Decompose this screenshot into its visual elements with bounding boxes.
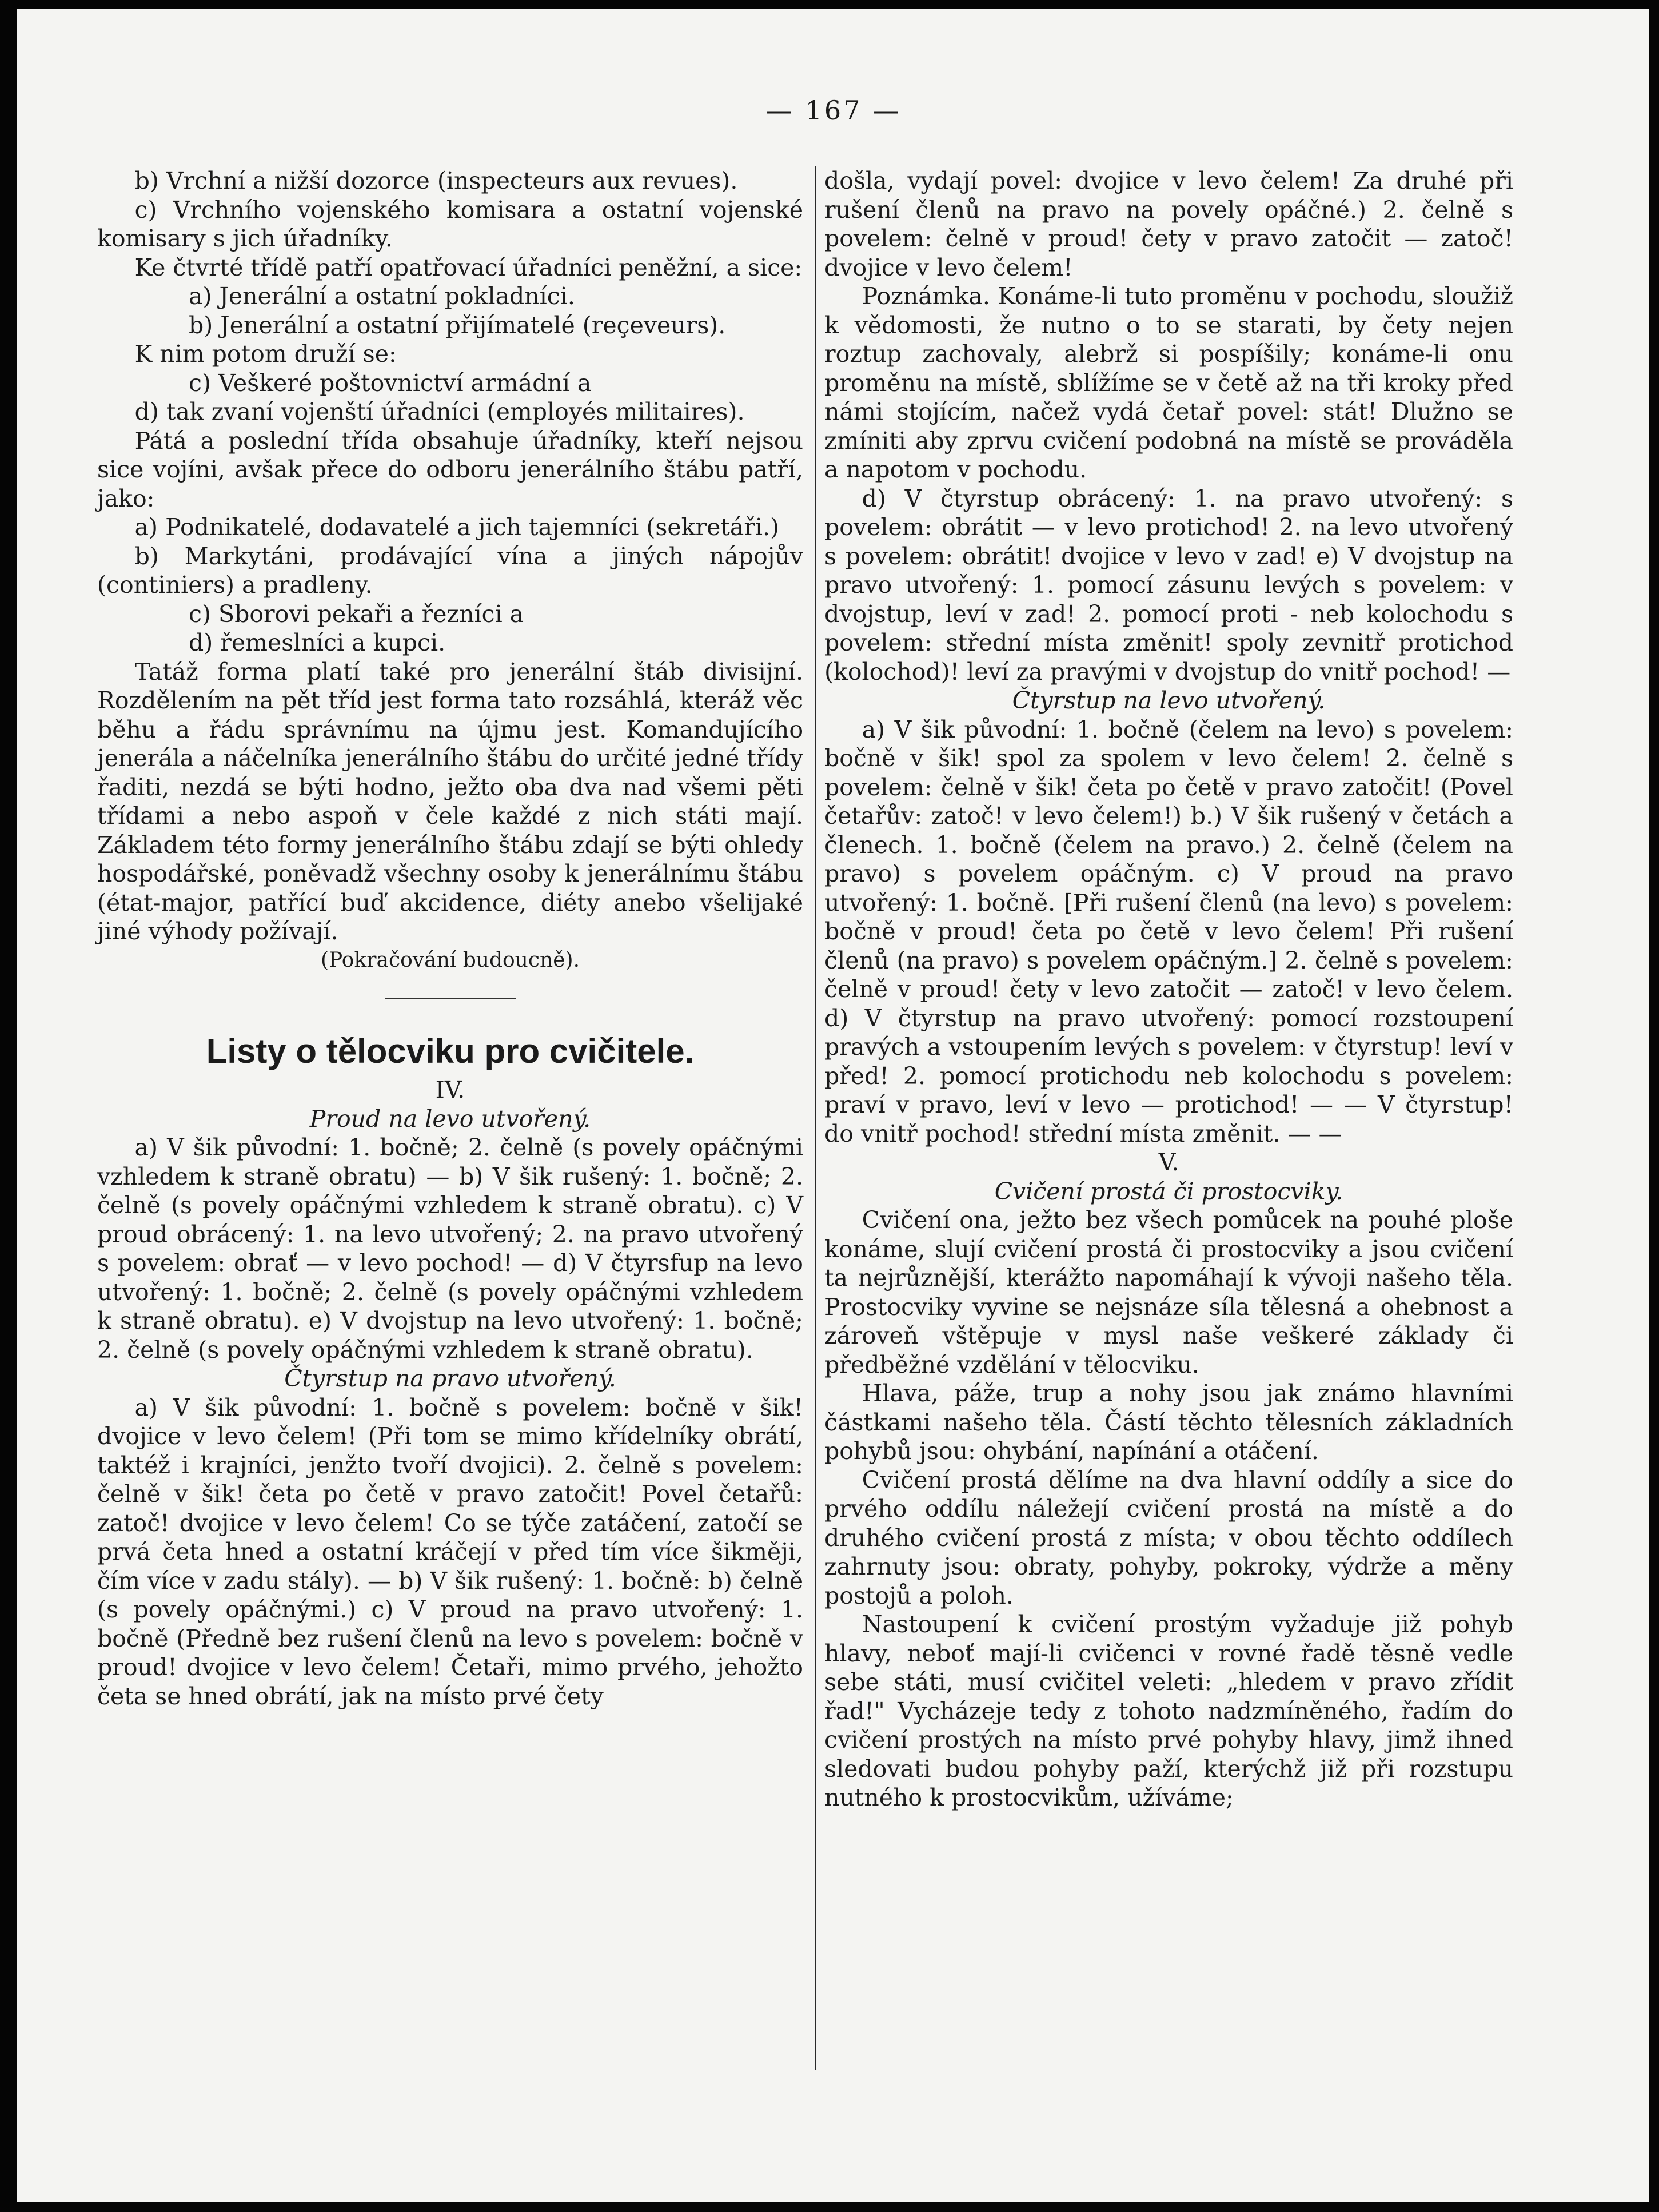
paragraph: Cvičení prostá dělíme na dva hlavní oddíly a sice do prvého oddílu náležejí cvičení prostá na místě a do druhého cvičení prostá z místa; v obou těchto oddílech zahrnuty jsou: obraty, pohyby, pokroky, výdrže a měny postojů a poloh. [824,1466,1513,1609]
article-title: Listy o tělocviku pro cvičitele. [206,1032,695,1070]
section-number: IV. [435,1076,465,1103]
paragraph: Tatáž forma platí také pro jenerální štáb divisijní. Rozdělením na pět tříd jest forma tato rozsáhlá, kteráž věc běhu a řádu správnímu na újmu jest. Komandujícího jenerála a náčelníka jenerálního štábu do určité jedné třídy řaditi, nezdá se býti hodno, ježto oba dva nad všemi pěti třídami a nebo aspoň v čele každé z nich státi mají. Základem této formy jenerálního štábu zdají se býti ohledy hospodářské, poněvadž všechny osoby k jenerálnímu štábu (état-major, patřící buď akcidence, diéty anebo všelijaké jiné výhody požívají. [97,657,803,945]
paragraph: b) Vrchní a nižší dozorce (inspecteurs aux revues). [134,167,738,194]
list-item: d) tak zvaní vojenští úřadníci (employés militaires). [134,398,745,425]
paragraph: a) V šik původní: 1. bočně (čelem na levo) s povelem: bočně v šik! spol za spolem v levo čelem! 2. čelně s povelem: čelně v šik! četa po četě v pravo zatočit! (Povel četařův: zatoč! v levo čelem!) b.) V šik rušený v četách a členech. 1. bočně (čelem na pravo.) 2. čelně (čelem na pravo) s povelem opáčným. c) V proud na pravo utvořený: 1. bočně. [Při rušení členů (na levo) s povelem: bočně v proud! četa po četě v levo čelem! Při rušení členů (na pravo) s povelem opáčným.] 2. čelně s povelem: čelně v proud! čety v levo zatočit — zatoč! v levo čelem. d) V čtyrstup na pravo utvořený: pomocí rozstoupení pravých a vstoupením levých s povelem: v čtyrstup! leví v před! 2. pomocí protichodu neb kolochodu s povelem: praví v pravo, leví v levo — protichod! — — V čtyrstup! do vnitř pochod! střední místa změnit. — — [824,715,1513,1147]
paragraph: a) V šik původní: 1. bočně s povelem: bočně v šik! dvojice v levo čelem! (Při tom se mimo křídelníky obrátí, taktéž i krajníci, jenžto tvoří dvojici). 2. čelně s povelem: čelně v šik! četa po četě v pravo zatočit! Povel četařů: zatoč! dvojice v levo čelem! Co se týče zatáčení, zatočí se prvá četa hned a ostatní kráčejí v před tím více šikměji, čím více v zadu stály). — b) V šik rušený: 1. bočně: b) čelně (s povely opáčnými.) c) V proud na pravo utvořený: 1. bočně (Předně bez rušení členů na levo s povelem: bočně v proud! dvojice v levo čelem! Četaři, mimo prvého, jehožto četa se hned obrátí, jak na místo prvé čety [97,1393,803,1710]
paragraph: Pátá a poslední třída obsahuje úřadníky, kteří nejsou sice vojíni, avšak přece do odboru jenerálního štábu patří, jako: [97,427,803,512]
list-item: a) Jenerální a ostatní pokladníci. [189,282,575,310]
left-column [97,166,803,1711]
paragraph: c) Vrchního vojenského komisara a ostatní vojenské komisary s jich úřadníky. [97,196,803,252]
scanned-page [17,9,1649,2202]
right-column [824,166,1513,1812]
section-number: V. [1158,1149,1179,1176]
continuation-note: (Pokračování budoucně). [320,948,580,972]
list-item: c) Sborovi pekaři a řezníci a [189,600,524,628]
paragraph: Hlava, páže, trup a nohy jsou jak známo hlavními částkami našeho těla. Částí těchto tělesních základních pohybů jsou: ohybání, napínání a otáčení. [824,1380,1513,1465]
section-subtitle: Proud na levo utvořený. [309,1105,591,1133]
paragraph: došla, vydají povel: dvojice v levo čelem! Za druhé při rušení členů na pravo na povely opáčné.) 2. čelně s povelem: čelně v proud! čety v pravo zatočit — zatoč! dvojice v levo čelem! [824,167,1513,281]
section-subtitle: Čtyrstup na levo utvořený. [1012,687,1326,714]
list-item: c) Veškeré poštovnictví armádní a [189,369,592,397]
divider [385,998,516,999]
column-rule [815,166,816,2070]
paragraph: K nim potom druží se: [134,340,397,368]
list-item: b) Markytáni, prodávající vína a jiných nápojův (continiers) a pradleny. [97,542,803,599]
paragraph: a) V šik původní: 1. bočně; 2. čelně (s povely opáčnými vzhledem k straně obratu) — b) V šik rušený: 1. bočně; 2. čelně (s povely opáčnými vzhledem k straně obratu). c) V proud obrácený: 1. na levo utvořený; 2. na pravo utvořený s povelem: obrať — v levo pochod! — d) V čtyrsfup na levo utvořený: 1. bočně; 2. čelně (s povely opáčnými vzhledem k straně obratu). e) V dvojstup na levo utvořený: 1. bočně; 2. čelně (s povely opáčnými vzhledem k straně obratu). [97,1134,803,1364]
section-subtitle: Cvičení prostá či prostocviky. [994,1177,1343,1205]
paragraph-note: Poznámka. Konáme-li tuto proměnu v pochodu, sloužiž k vědomosti, že nutno o to se starati, by čety nejen roztup zachovaly, alebrž si pospíšily; konáme-li onu proměnu na místě, sblížíme se v četě až na tři kroky před námi stojícím, načež vydá četař povel: stát! Dlužno se zmíniti aby zprvu cvičení podobná na místě se prováděla a napotom v pochodu. [824,282,1513,483]
list-item: b) Jenerální a ostatní přijímatelé (reçeveurs). [189,311,726,339]
list-item: a) Podnikatelé, dodavatelé a jich tajemníci (sekretáři.) [134,513,780,541]
page-number: — 167 — [766,95,902,126]
paragraph: Nastoupení k cvičení prostým vyžaduje již pohyb hlavy, neboť mají-li cvičenci v rovné řadě těsně vedle sebe státi, musí cvičitel veleti: „hledem v pravo zřídit řad!" Vycházeje tedy z tohoto nadzmíněného, řadím do cvičení prostých na místo prvé pohyby hlavy, jimž ihned sledovati budou pohyby paží, kterýchž již při rozstupu nutného k prostocvikům, užíváme; [824,1611,1513,1811]
section-subtitle: Čtyrstup na pravo utvořený. [284,1365,616,1392]
paragraph: d) V čtyrstup obrácený: 1. na pravo utvořený: s povelem: obrátit — v levo protichod! 2. na levo utvořený s povelem: obrátit! dvojice v levo v zad! e) V dvojstup na pravo utvořený: 1. pomocí zásunu levých s povelem: v dvojstup, leví v zad! 2. pomocí proti - neb kolochodu s povelem: střední místa změnit! spoly zevnitř protichod (kolochod)! leví za pravými v dvojstup do vnitř pochod! — [824,484,1513,685]
list-item: d) řemeslníci a kupci. [189,629,446,656]
paragraph: Cvičení ona, ježto bez všech pomůcek na pouhé ploše konáme, slují cvičení prostá či prostocviky a jsou cvičení ta nejrůznější, kterážto napomáhají k vývoji našeho těla. Prostocviky vyvine se nejsnáze síla tělesná a ohebnost a zároveň vštěpuje v mysl naše veškeré základy či předběžné vzdělání v tělocviku. [824,1206,1513,1378]
paragraph: Ke čtvrté třídě patří opatřovací úřadníci peněžní, a sice: [134,253,803,281]
